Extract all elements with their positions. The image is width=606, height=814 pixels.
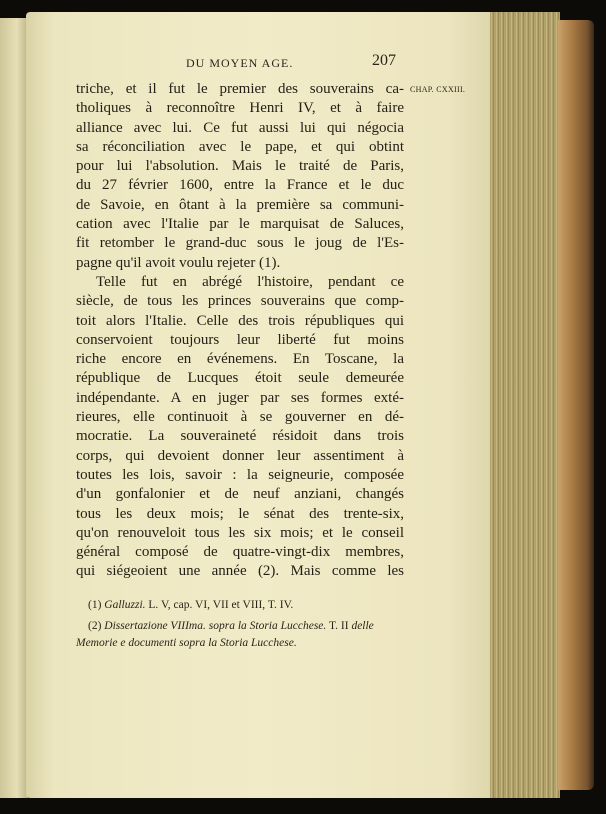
- text-line: toit alors l'Italie. Celle des trois républiques qui: [76, 312, 404, 329]
- text-line: corps, qui devoient donner leur assentiment à: [76, 447, 404, 464]
- book-cover-spine: [558, 20, 594, 790]
- body-text: [76, 80, 404, 582]
- text-line: qu'on renouveloit tous les six mois; et le conseil: [76, 524, 404, 541]
- running-title: DU MOYEN AGE.: [186, 56, 294, 70]
- footnote-author: Galluzzi.: [104, 599, 146, 611]
- footnote-reference: T. II: [328, 620, 349, 632]
- text-line: cation avec l'Italie par le marquisat de Saluces,: [76, 216, 404, 233]
- text-line: fit retomber le grand-duc sous le joug de l'Es-: [76, 235, 404, 252]
- text-line: conservoient toujours leur liberté fut moins: [76, 331, 404, 348]
- text-line: général composé de quatre-vingt-dix membres,: [76, 544, 404, 561]
- text-line: siècle, de tous les princes souverains que comp-: [76, 293, 404, 310]
- text-line: tous les deux mois; le sénat des trente-six,: [76, 505, 404, 522]
- footnote-2: [88, 619, 374, 633]
- text-line: sa réconciliation avec le pape, et qui obtint: [76, 138, 404, 155]
- page-number: 207: [372, 52, 396, 69]
- text-line: triche, et il fut le premier des souverains ca-: [76, 81, 404, 97]
- text-line: alliance avec lui. Ce fut aussi lui qui négocia: [76, 119, 404, 136]
- text-line: pour lui l'absolution. Mais le traité de Paris,: [76, 158, 404, 175]
- page-block-edges: [490, 12, 560, 798]
- text-line: de Savoie, en ôtant à la première sa communi-: [76, 196, 404, 213]
- text-line: riche encore en événemens. En Toscane, la: [76, 351, 404, 368]
- margin-note-chapter: CHAP. CXXIII.: [410, 85, 466, 94]
- footnote-title: Dissertazione VIIIma. sopra la Storia Lucchese.: [104, 620, 327, 632]
- facing-page-edge: [0, 18, 28, 798]
- footnote-text: delle: [351, 620, 374, 632]
- footnote-2-continued: [76, 636, 297, 650]
- text-line: république de Lucques étoit seule demeurée: [76, 370, 404, 387]
- text-line: Telle fut en abrégé l'histoire, pendant ce: [96, 273, 404, 290]
- text-line: rieures, elle continuoit à se gouverner en dé-: [76, 409, 404, 426]
- text-line: du 27 février 1600, entre la France et le duc: [76, 177, 404, 194]
- text-line: d'un gonfalonier et de neuf anziani, changés: [76, 486, 404, 503]
- footnote-mark: (1): [88, 599, 102, 611]
- footnote-reference: L. V, cap. VI, VII et VIII, T. IV.: [148, 599, 294, 611]
- text-line: mocratie. La souveraineté résidoit dans trois: [76, 428, 404, 445]
- text-line: tholiques à reconnoître Henri IV, et à faire: [76, 100, 404, 117]
- text-line: qui siégeoient une année (2). Mais comme les: [76, 563, 404, 580]
- text-line: pagne qu'il avoit voulu rejeter (1).: [76, 254, 281, 271]
- footnote-mark: (2): [88, 620, 102, 632]
- text-line: toutes les lois, savoir : la seigneurie, composée: [76, 466, 404, 483]
- footnote-1: [88, 598, 293, 612]
- text-line: indépendante. A en juger par ses formes exté-: [76, 389, 404, 406]
- footnote-text: Memorie e documenti sopra la Storia Lucchese.: [76, 637, 297, 649]
